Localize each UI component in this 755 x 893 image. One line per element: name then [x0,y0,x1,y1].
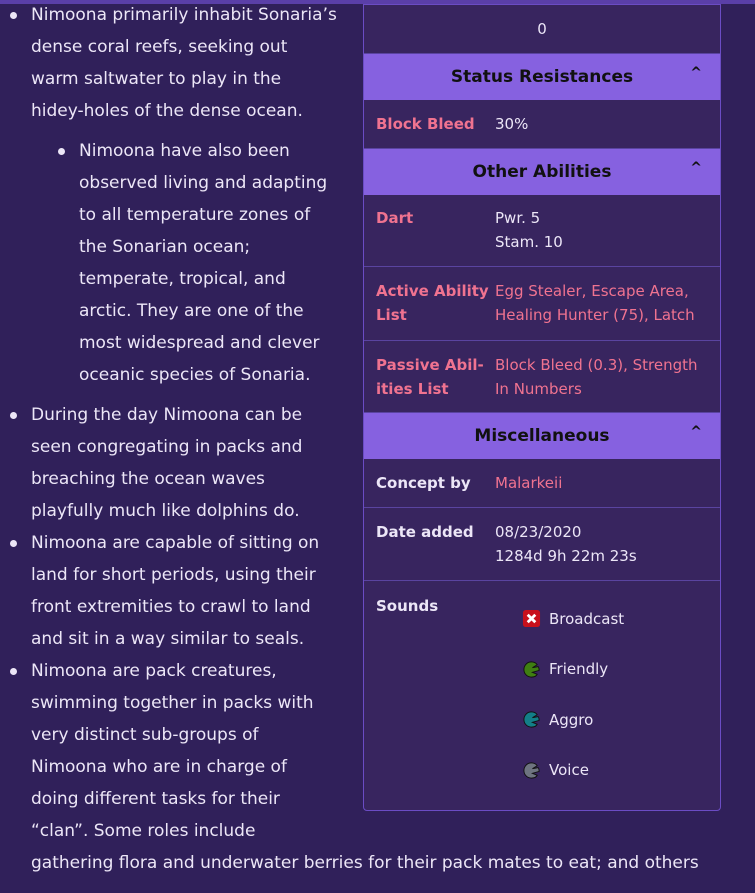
top-value: 0 [537,20,547,38]
row-label: ities List [376,380,449,398]
passive-ability-row [364,341,720,413]
bullet-icon [10,12,17,19]
creature-head-icon [522,710,541,729]
sound-aggro[interactable] [522,710,593,729]
paragraph-line: oceanic species of Sonaria. [79,365,311,385]
row-label: Concept by [376,474,471,492]
paragraph-line: temperate, tropical, and [79,269,286,289]
chevron-up-icon[interactable]: ^ [690,424,702,440]
age-value: 1284d 9h 22m 23s [495,547,637,565]
row-label: List [376,306,407,324]
row-label: Active Ability [376,282,489,300]
paragraph-line: Nimoona primarily inhabit Sonaria’s [31,5,337,25]
creature-head-icon [522,761,541,780]
row-label: Passive Abil- [376,356,484,374]
row-label: Dart [376,209,414,227]
date-row [364,508,720,581]
ability-links[interactable]: In Numbers [495,380,582,398]
row-value: Stam. 10 [495,233,563,251]
bullet-icon [10,668,17,675]
infobox [363,4,721,811]
paragraph-line: front extremities to crawl to land [31,597,311,617]
sound-label: Aggro [549,710,594,729]
miscellaneous-header[interactable] [364,413,720,459]
ability-links[interactable]: Healing Hunter (75), Latch [495,306,695,324]
paragraph-line: dense coral reefs, seeking out [31,37,288,57]
top-value-row [364,5,720,54]
paragraph-line: to all temperature zones of [79,205,311,225]
paragraph-line: arctic. They are one of the [79,301,304,321]
concept-artist-link[interactable]: Malarkeii [495,474,563,492]
chevron-up-icon[interactable]: ^ [690,160,702,176]
paragraph-line: warm saltwater to play in the [31,69,282,89]
sound-label: Broadcast [549,609,625,628]
other-abilities-header[interactable] [364,149,720,195]
paragraph-line: and sit in a way similar to seals. [31,629,305,649]
row-label: Date added [376,523,474,541]
section-title: Other Abilities [472,162,612,182]
active-ability-row [364,267,720,341]
paragraph-line: hidey-holes of the dense ocean. [31,101,303,121]
paragraph-line: “clan”. Some roles include [31,821,256,841]
sound-voice[interactable] [522,761,589,780]
paragraph-line: very distinct sub-groups of [31,725,259,745]
row-value: 30% [495,115,529,133]
row-label: Sounds [376,597,439,615]
paragraph-line: playfully much like dolphins do. [31,501,300,521]
concept-row [364,459,720,508]
row-label: Block Bleed [376,115,475,133]
x-icon [522,609,541,628]
sound-broadcast[interactable] [522,609,624,628]
sounds-row [364,581,720,810]
date-value: 08/23/2020 [495,523,582,541]
bullet-icon [10,540,17,547]
paragraph-line: gathering flora and underwater berries for their pack mates to eat; and others [31,853,699,873]
paragraph-line: most widespread and clever [79,333,320,353]
paragraph-line: Nimoona have also been [79,141,290,161]
bullet-icon [10,412,17,419]
section-title: Miscellaneous [474,426,610,446]
paragraph-line: doing different tasks for their [31,789,280,809]
paragraph-line: Nimoona are capable of sitting on [31,533,320,553]
chevron-up-icon[interactable]: ^ [690,65,702,81]
paragraph-line: Nimoona are pack creatures, [31,661,277,681]
status-resistances-header[interactable] [364,54,720,100]
paragraph-line: breaching the ocean waves [31,469,265,489]
sound-label: Voice [549,761,589,779]
ability-links[interactable]: Block Bleed (0.3), Strength [495,356,698,374]
dart-row [364,195,720,267]
paragraph-line: seen congregating in packs and [31,437,303,457]
paragraph-line: land for short periods, using their [31,565,316,585]
sound-label: Friendly [549,660,609,678]
block-bleed-row [364,100,720,149]
ability-links[interactable]: Egg Stealer, Escape Area, [495,282,689,300]
paragraph-line: During the day Nimoona can be [31,405,303,425]
bullet-icon [58,148,65,155]
row-value: Pwr. 5 [495,209,541,227]
paragraph-line: Nimoona who are in charge of [31,757,287,777]
section-title: Status Resistances [450,67,634,87]
paragraph-line: swimming together in packs with [31,693,314,713]
paragraph-line: the Sonarian ocean; [79,237,251,257]
sound-friendly[interactable] [522,660,608,679]
paragraph-line: observed living and adapting [79,173,328,193]
creature-head-icon [522,660,541,679]
